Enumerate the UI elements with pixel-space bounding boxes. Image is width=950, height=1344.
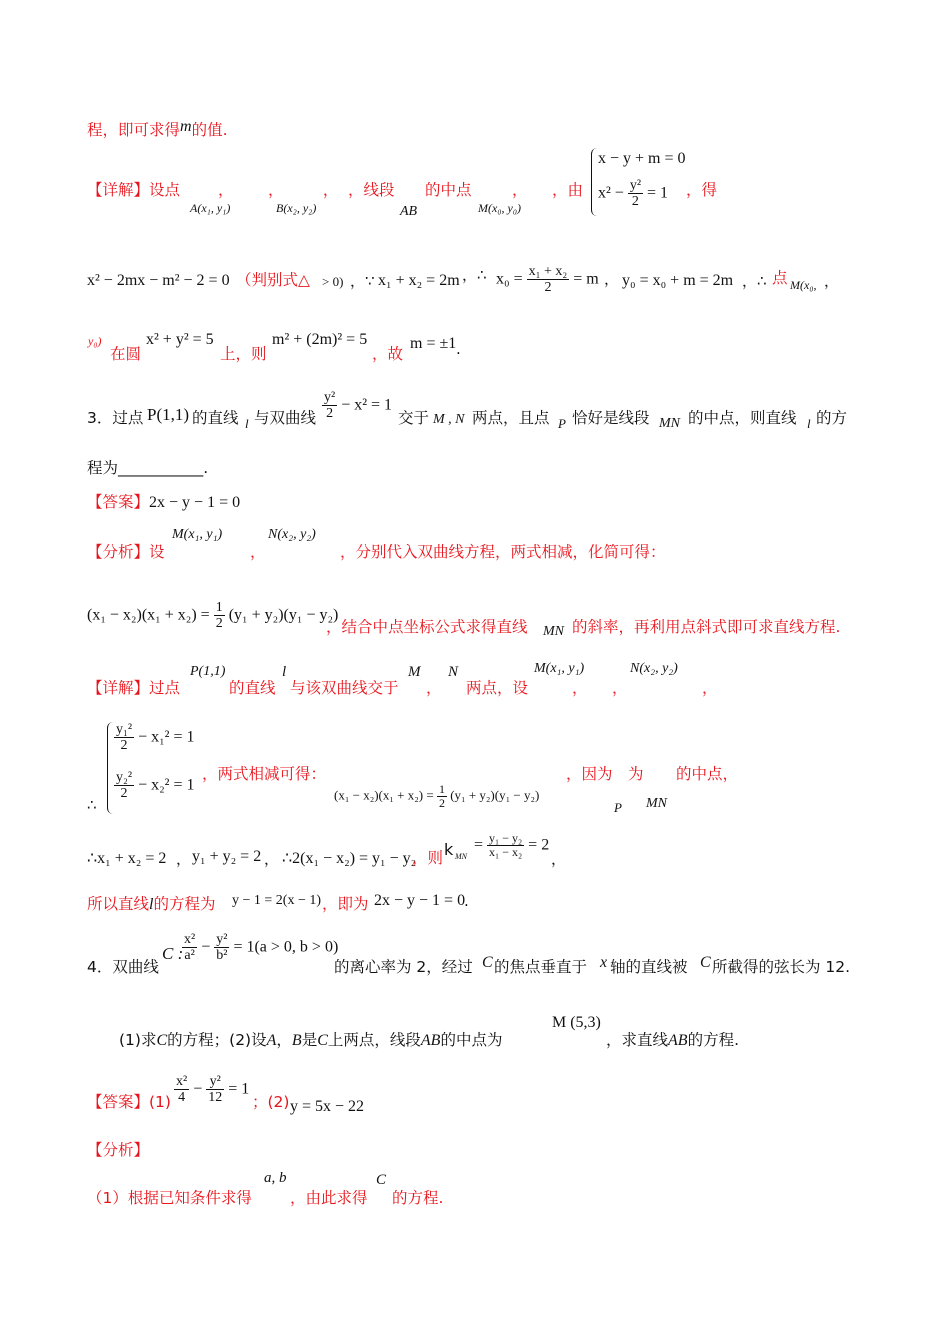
x0-frac: x₀ = $\frac{\text{x₁ + x₂}}{2}$ = m	[496, 264, 599, 296]
sys-row1: $\frac{\text{y₁²}}{2}$ − x₁² = 1	[116, 722, 195, 754]
segment-label: ，线段	[348, 181, 395, 199]
point-B: B(x₂, y₂)	[276, 201, 317, 215]
y0-eq: y₀ = x₀ + m = 2m	[622, 272, 734, 289]
system-eq1: x − y + m = 0	[598, 150, 686, 167]
slope-frac: = $\frac{\text{y₁ − y₂}}{\text{x₁ − x₂}}$ = 2	[474, 831, 550, 860]
analysis-N: N(x₂, y₂)	[268, 527, 316, 542]
point-label: 点	[772, 269, 788, 287]
detail-setup-line: 【详解】设点	[87, 181, 181, 199]
analysis-M: M(x₁, y₁)	[172, 527, 223, 542]
then-label: 上，则	[220, 345, 267, 363]
line-l: l	[245, 416, 249, 431]
slope-k: k	[444, 840, 454, 859]
answer-4-eq2: y = 5x − 22	[290, 1098, 365, 1115]
by-label: ，由	[552, 181, 584, 199]
q4-subquestions: (1)求C的方程；(2)设A，B是C上两点，线段AB的中点为	[119, 1031, 503, 1049]
comma-separators: ， ， ，	[218, 181, 339, 199]
m-eq: m² + (2m)² = 5	[272, 331, 368, 348]
line-equation-result: 所以直线l的方程为	[87, 895, 216, 913]
q3-number: 3．过点	[87, 409, 144, 427]
q3-line2: 程为___________.	[87, 459, 209, 477]
midpoint-label: 的中点	[425, 181, 472, 199]
point-M0: M(x₀,	[790, 278, 817, 292]
y0-close: y₀)	[88, 334, 102, 348]
system-eq2: x² − $\frac{\text{y²}}{2}$ = 1	[598, 178, 669, 210]
points-MN: M , N	[433, 412, 465, 427]
segment-AB: AB	[400, 204, 418, 219]
q4-hyperbola: $\frac{\text{x²}}{\text{a²}}$ − $\frac{\text{y²}}{\text{b²}}$ = 1(a > 0, b > 0)	[184, 932, 339, 964]
answer-3: 【答案】2x − y − 1 = 0	[87, 493, 241, 511]
q4-midpoint: M (5,3)	[552, 1014, 601, 1031]
hyperbola-eq: $\frac{\text{y²}}{2}$ − x² = 1	[324, 390, 393, 422]
quadratic-eq: x² − 2mx − m² − 2 = 0	[87, 272, 230, 289]
discriminant-cond: > 0)	[322, 274, 344, 289]
analysis-identity: (x₁ − x₂)(x₁ + x₂) = $\frac{1}{2}$ (y₁ + y₂)(y₁ − y₂)	[87, 600, 339, 632]
analysis-4-text: （1）根据已知条件求得	[87, 1189, 252, 1207]
q3-point-P: P(1,1)	[147, 405, 190, 424]
because-symbol: ，∵	[350, 272, 375, 290]
sys-row2: $\frac{\text{y₂²}}{2}$ − x₂² = 1	[116, 770, 195, 802]
discriminant-label: （判别式△	[236, 271, 310, 289]
get-label: ，得	[686, 181, 718, 199]
system-brace	[591, 148, 598, 216]
answer-4-label: 【答案】(1)	[87, 1093, 171, 1111]
detail-3: 【详解】过点	[87, 679, 181, 697]
sum-eq: x₁ + x₂ = 2m	[378, 272, 460, 289]
paragraph-continuation: 程，即可求得m的值.	[87, 118, 228, 139]
detail-identity: (x₁ − x₂)(x₁ + x₂) = $\frac{1}{2}$ (y₁ + y₂)(y₁ − y₂)	[334, 782, 540, 811]
comma: ，	[512, 181, 528, 199]
therefore-symbol: ，∴	[462, 266, 487, 284]
answer-4-eq1: $\frac{\text{x²}}{4}$ − $\frac{\text{y²}}{12}$ = 1	[176, 1074, 250, 1106]
therefore-symbol-2: ，∴	[742, 272, 767, 290]
so-label: ，故	[372, 345, 404, 363]
m-answer: m = ±1	[410, 335, 457, 352]
point-M: M(x₀, y₀)	[478, 201, 521, 215]
q4-number: 4．双曲线	[87, 958, 159, 976]
analysis-4: 【分析】	[87, 1141, 150, 1159]
therefore-sym: ∴	[87, 796, 97, 814]
analysis-3: 【分析】设	[87, 543, 165, 561]
on-circle-label: 在圆	[110, 345, 142, 363]
point-A: A(x₁, y₁)	[190, 201, 231, 215]
circle-eq: x² + y² = 5	[146, 331, 214, 348]
